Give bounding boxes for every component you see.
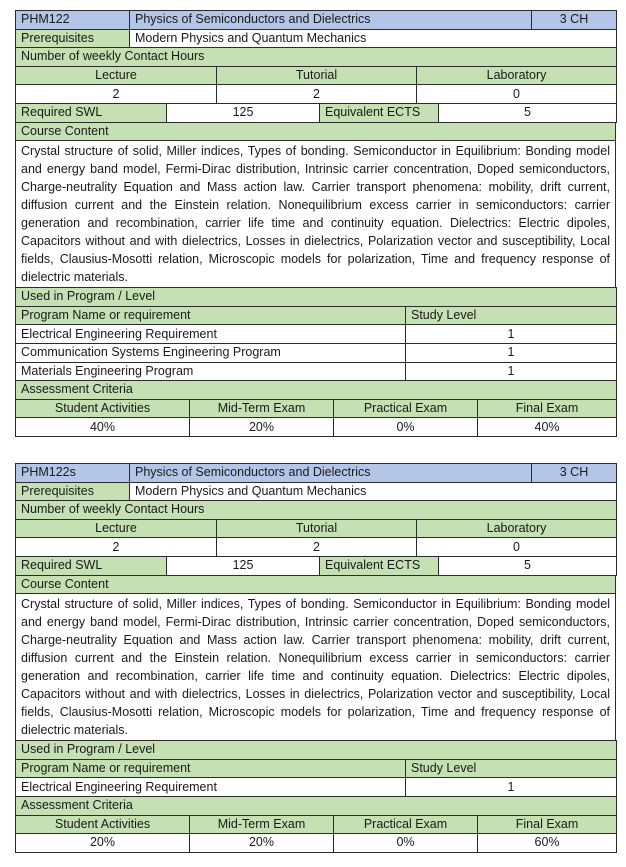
credit-hours: 3 CH — [532, 464, 617, 483]
program-name: Communication Systems Engineering Program — [16, 343, 406, 362]
prerequisites-value: Modern Physics and Quantum Mechanics — [130, 29, 617, 48]
lecture-hours: 2 — [16, 538, 217, 557]
swl-label: Required SWL — [16, 556, 167, 575]
tutorial-header: Tutorial — [217, 66, 417, 85]
swl-table — [15, 103, 617, 123]
program-name-header: Program Name or requirement — [16, 759, 406, 778]
program-name: Electrical Engineering Requirement — [16, 778, 406, 797]
ects-value: 5 — [439, 103, 617, 122]
laboratory-hours: 0 — [417, 538, 617, 557]
program-row — [16, 325, 617, 344]
course-card-phm122 — [15, 10, 616, 437]
assessment-value: 40% — [16, 418, 190, 437]
ects-label: Equivalent ECTS — [320, 556, 439, 575]
ects-value: 5 — [439, 556, 617, 575]
assessment-header: Student Activities — [16, 815, 190, 834]
laboratory-header: Laboratory — [417, 519, 617, 538]
assessment-header: Final Exam — [478, 399, 617, 418]
study-level-header: Study Level — [406, 759, 617, 778]
assessment-value: 40% — [478, 418, 617, 437]
assessment-value: 20% — [16, 834, 190, 853]
programs-table — [15, 287, 617, 381]
swl-value: 125 — [167, 103, 320, 122]
prerequisites-value: Modern Physics and Quantum Mechanics — [130, 482, 617, 501]
lecture-header: Lecture — [16, 66, 217, 85]
swl-label: Required SWL — [16, 103, 167, 122]
contact-hours-table — [15, 47, 617, 104]
course-content-text: Crystal structure of solid, Miller indices, Types of bonding. Semiconductor in Equilibrium: Bonding model and energy band model, Fermi-Dirac distribution, Intrinsic carrier concentration, Doped semiconductors, Charge-neutrality Equation and Mass action law. Carrier transport phenomena: mobility, drift current, diffusion current and the Einstein relation. Nonequilibrium excess carrier in semiconductors: carrier generation and recombination, carrier life time and continuity equation. Dielectrics: Electric dipoles, Capacitors without and with dielectrics, Losses in dielectrics, Polarization vector and susceptibility, Local fields, Clausius-Mosotti relation, Microscopic models for polarization, Time and frequency response of dielectric materials. — [16, 141, 616, 288]
program-level: 1 — [406, 362, 617, 381]
course-card-phm122s — [15, 463, 616, 853]
assessment-value: 0% — [334, 418, 478, 437]
tutorial-hours: 2 — [217, 85, 417, 104]
course-title: Physics of Semiconductors and Dielectrics — [130, 11, 532, 30]
course-code: PHM122 — [16, 11, 130, 30]
contact-hours-label: Number of weekly Contact Hours — [16, 48, 617, 67]
assessment-table — [15, 796, 617, 853]
prerequisites-label: Prerequisites — [16, 482, 130, 501]
course-title: Physics of Semiconductors and Dielectrics — [130, 464, 532, 483]
program-row — [16, 362, 617, 381]
laboratory-hours: 0 — [417, 85, 617, 104]
prerequisites-table — [15, 482, 617, 502]
contact-hours-label: Number of weekly Contact Hours — [16, 501, 617, 520]
course-content-label: Course Content — [16, 575, 616, 594]
assessment-value: 0% — [334, 834, 478, 853]
study-level-header: Study Level — [406, 306, 617, 325]
assessment-header: Mid-Term Exam — [190, 815, 334, 834]
course-code: PHM122s — [16, 464, 130, 483]
prerequisites-label: Prerequisites — [16, 29, 130, 48]
used-in-label: Used in Program / Level — [16, 288, 617, 307]
contact-hours-table — [15, 500, 617, 557]
program-level: 1 — [406, 778, 617, 797]
assessment-header: Student Activities — [16, 399, 190, 418]
ects-label: Equivalent ECTS — [320, 103, 439, 122]
course-header-table — [15, 10, 617, 30]
assessment-header: Practical Exam — [334, 399, 478, 418]
program-row — [16, 778, 617, 797]
laboratory-header: Laboratory — [417, 66, 617, 85]
assessment-value: 60% — [478, 834, 617, 853]
program-name: Electrical Engineering Requirement — [16, 325, 406, 344]
assessment-value: 20% — [190, 418, 334, 437]
assessment-value: 20% — [190, 834, 334, 853]
tutorial-hours: 2 — [217, 538, 417, 557]
swl-value: 125 — [167, 556, 320, 575]
credit-hours: 3 CH — [532, 11, 617, 30]
assessment-header: Final Exam — [478, 815, 617, 834]
program-level: 1 — [406, 325, 617, 344]
program-name-header: Program Name or requirement — [16, 306, 406, 325]
swl-table — [15, 556, 617, 576]
course-header-table — [15, 463, 617, 483]
program-name: Materials Engineering Program — [16, 362, 406, 381]
used-in-label: Used in Program / Level — [16, 741, 617, 760]
assessment-table — [15, 380, 617, 437]
course-content-table — [15, 575, 616, 742]
course-content-label: Course Content — [16, 122, 616, 141]
assessment-header: Practical Exam — [334, 815, 478, 834]
lecture-header: Lecture — [16, 519, 217, 538]
program-row — [16, 343, 617, 362]
lecture-hours: 2 — [16, 85, 217, 104]
course-content-table — [15, 122, 616, 289]
tutorial-header: Tutorial — [217, 519, 417, 538]
programs-table — [15, 740, 617, 797]
prerequisites-table — [15, 29, 617, 49]
program-level: 1 — [406, 343, 617, 362]
assessment-label: Assessment Criteria — [16, 381, 617, 400]
assessment-label: Assessment Criteria — [16, 796, 617, 815]
assessment-header: Mid-Term Exam — [190, 399, 334, 418]
course-content-text: Crystal structure of solid, Miller indices, Types of bonding. Semiconductor in Equilibrium: Bonding model and energy band model, Fermi-Dirac distribution, Intrinsic carrier concentration, Doped semiconductors, Charge-neutrality Equation and Mass action law. Carrier transport phenomena: mobility, drift current, diffusion current and the Einstein relation. Nonequilibrium excess carrier in semiconductors: carrier generation and recombination, carrier life time and continuity equation. Dielectrics: Electric dipoles, Capacitors without and with dielectrics, Losses in dielectrics, Polarization vector and susceptibility, Local fields, Clausius-Mosotti relation, Microscopic models for polarization, Time and frequency response of dielectric materials. — [16, 594, 616, 741]
